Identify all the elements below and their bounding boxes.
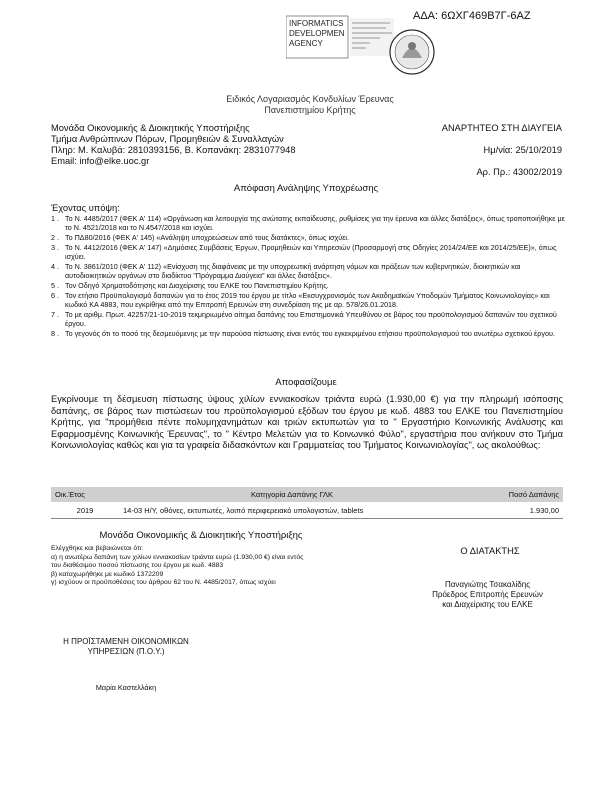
list-item (51, 243, 566, 261)
finance-title-line: ΥΠΗΡΕΣΙΩΝ (Π.Ο.Υ.) (87, 647, 165, 656)
header-year: Οικ.Έτος (51, 487, 119, 502)
verification-block (51, 530, 351, 588)
item-text: Το Ν. 4485/2017 (ΦΕΚ Α' 114) «Οργάνωση και λειτουργία της ανώτατης εκπαίδευσης, ρυθμίσεις για την έρευνα και άλλες διατάξεις», όπως τροποποιήθηκε με το Ν. 4521/2018 και το Ν.4547/2018 και ισχύει. (65, 214, 565, 232)
list-item (51, 310, 566, 328)
document-meta (400, 123, 562, 189)
finance-head-name: Μαρία Καστελλάκη (95, 683, 157, 692)
logo-subtitle-line-2: Πανεπιστημίου Κρήτης (264, 105, 356, 115)
item-number: 5 . (51, 281, 59, 290)
logo-subtitle-line-1: Ειδικός Λογαριασμός Κονδυλίων Έρευνας (226, 94, 394, 104)
list-item (51, 291, 566, 309)
item-text: Το Ν. 3861/2010 (ΦΕΚ Α' 112) «Ενίσχυση της διαφάνειας με την υποχρεωτική ανάρτηση νόμων και πράξεων των κυβερνητικών, διοικητικών και αυτοδιοικητικών οργάνων στο διαδίκτυο "Πρόγραμμα Διαύγεια" και άλλες διατάξεις». (65, 262, 521, 280)
logo-line-2: DEVELOPMEN (289, 29, 345, 38)
document-date: Ημ/νία: 25/10/2019 (483, 145, 562, 155)
cell-category: 14-03 Η/Υ, οθόνες, εκτυπωτές, λοιπό περιφερειακό υπολογιστών, tablets (119, 502, 465, 519)
list-item (51, 281, 566, 290)
logo-line-1: INFORMATICS (289, 19, 344, 28)
verification-line: γ) ισχύουν οι προϋποθέσεις του άρθρου 62 του Ν. 4485/2017, όπως ισχύει (51, 579, 276, 586)
header-category: Κατηγορία Δαπάνης ΓΛΚ (119, 487, 465, 502)
verification-line: β) καταχωρήθηκε με κωδικό 1372209 (51, 570, 164, 578)
contact-info: Πληρ: Μ. Καλυβά: 2810393156, Β. Κοπανάκη: 2831077948 (51, 145, 296, 155)
posted-label: ΑΝΑΡΤΗΤΕΟ ΣΤΗ ΔΙΑΥΓΕΙΑ (441, 123, 562, 133)
having-in-view: Έχοντας υπόψη: (51, 203, 120, 213)
list-item (51, 329, 566, 338)
item-text: Το ΠΔ80/2016 (ΦΕΚ Α' 145) «Ανάληψη υποχρεώσεων από τους διατάκτες», όπως ισχύει. (65, 233, 349, 242)
verification-unit: Μονάδα Οικονομικής & Διοικητικής Υποστήριξης (99, 530, 303, 541)
elke-logo (286, 14, 436, 98)
director-name: Παναγιώτης Τσακαλίδης (444, 580, 531, 589)
item-text: Τον ετήσιο Προϋπολογισμό δαπανών για το έτος 2019 του έργου με τίτλο «Εκσυγχρονισμός των Ακαδημαϊκών Υποδομών Τμήματος Κοινωνιολογίας» και κωδικό ΚΑ 4883, που εγκρίθηκε από την Επιτροπή Ερευνών στη συνεδρίαση της με αρ. 578/26.01.2018. (65, 291, 550, 309)
logo-line-3: AGENCY (289, 39, 323, 48)
list-item (51, 262, 566, 280)
finance-head-title (51, 637, 201, 657)
director-role: και Διαχείρισης του ΕΛΚΕ (442, 600, 533, 609)
org-unit: Μονάδα Οικονομικής & Διοικητικής Υποστήριξης (51, 123, 250, 133)
protocol-number: Αρ. Πρ.: 43002/2019 (476, 167, 562, 177)
expense-table (51, 487, 563, 519)
cell-year: 2019 (51, 502, 119, 519)
org-department: Τμήμα Ανθρώπινων Πόρων, Προμηθειών & Συναλλαγών (51, 134, 284, 144)
item-text: Το Ν. 4412/2016 (ΦΕΚ Α' 147) «Δημόσιες Συμβάσεις Έργων, Προμηθειών και Υπηρεσιών (Προσαρμογή στις Οδηγίες 2014/24/ΕΕ και 2014/25/ΕΕ)», όπως ισχύει. (65, 243, 557, 261)
item-text: Το γεγονός ότι το ποσό της δεσμευόμενης με την παρούσα πίστωσης είναι εντός του εγκεκριμένου ετήσιου προϋπολογισμού του ανωτέρω σχετικού έργου. (65, 329, 555, 338)
verification-line: Ελέγχθηκε και βεβαιώνεται ότι: (51, 545, 144, 552)
verification-line: α) η ανωτέρω δαπάνη των χιλίων εννιακοσίων τριάντα ευρώ (1.930,00 €) είναι εντός (51, 553, 304, 561)
item-number: 1 . (51, 214, 59, 223)
item-number: 4 . (51, 262, 59, 271)
director-role: Πρόεδρος Επιτροπής Ερευνών (432, 590, 543, 599)
contact-email: Email: info@elke.uoc.gr (51, 156, 150, 166)
item-text: Το με αριθμ. Πρωτ. 42257/21-10-2019 τεκμηριωμένο αίτημα δαπάνης του Επιστημονικά Υπευθύνου σε βάρος του προϋπολογισμού δαπανών του σχετικού έργου. (65, 310, 557, 328)
item-number: 7 . (51, 310, 59, 319)
verification-line: του διαθέσιμου ποσού πίστωσης του έργου με κωδ. 4883 (51, 562, 224, 569)
considerations-list (51, 214, 566, 339)
item-number: 8 . (51, 329, 59, 338)
item-number: 2 . (51, 233, 59, 242)
cell-amount: 1.930,00 (465, 502, 563, 519)
approval-paragraph: Εγκρίνουμε τη δέσμευση πίστωσης ύψους χιλίων εννιακοσίων τριάντα ευρώ (1.930,00 €) για την πληρωμή ισόποσης δαπάνης, σε βάρος των πιστώσεων του προϋπολογισμού εξόδων του έργου με κωδ. 4883 του ΕΛΚΕ του Πανεπιστημίου Κρήτης, για "προμήθεια πέντε πολυμηχανημάτων και τριών εκτυπωτών για το " Εργαστήριο Κοινωνικής Ανάλυσης και Εφαρμοσμένης Κοινωνικής Έρευνας", το " Κέντρο Μελετών για το Κοινωνικό Φύλο", εργαστήρια που ανήκουν στο Τμήμα Κοινωνιολογίας καθώς και για τα γραφεία διδασκόντων και Γραμματείας του Τμήματος Κοινωνιολογίας", ως ακολούθως: (51, 394, 563, 450)
director-signature (410, 580, 565, 610)
finance-title-line: Η ΠΡΟΪΣΤΑΜΕΝΗ ΟΙΚΟΝΟΜΙΚΩΝ (63, 637, 189, 646)
director-title: Ο ΔΙΑΤΑΚΤΗΣ (460, 546, 520, 556)
header-amount: Ποσό Δαπάνης (465, 487, 563, 502)
table-row (51, 502, 563, 519)
list-item (51, 233, 566, 242)
document-code: ΑΔΑ: 6ΩΧΓ469Β7Γ-6ΑΖ (413, 10, 531, 22)
decision-heading: Αποφασίζουμε (275, 377, 337, 388)
list-item (51, 214, 566, 232)
document-title: Απόφαση Ανάληψης Υποχρέωσης (233, 183, 379, 194)
logo-subtitle (200, 94, 420, 116)
issuer-block (51, 123, 381, 167)
item-number: 3 . (51, 243, 59, 252)
item-text: Τον Οδηγό Χρηματοδότησης και Διαχείρισης του ΕΛΚΕ του Πανεπιστημίου Κρήτης. (65, 281, 329, 290)
item-number: 6 . (51, 291, 59, 300)
